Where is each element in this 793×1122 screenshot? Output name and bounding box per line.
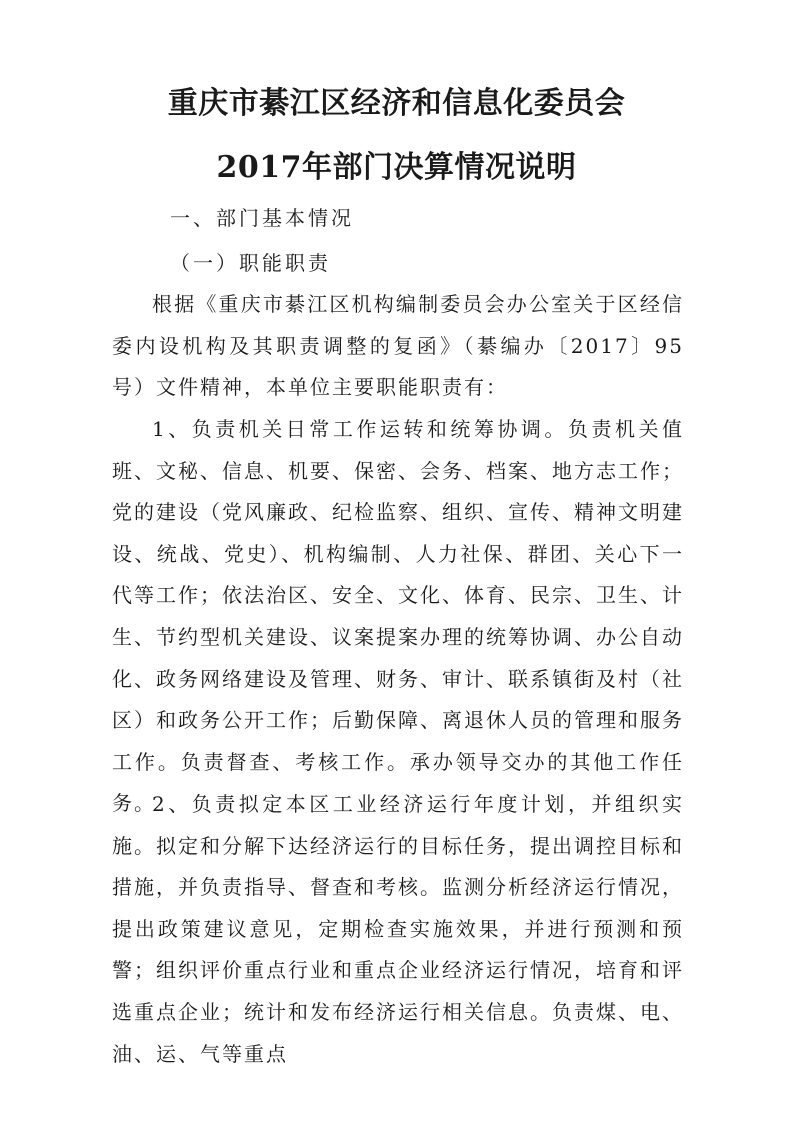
paragraph-basis: 根据《重庆市綦江区机构编制委员会办公室关于区经信委内设机构及其职责调整的复函》（綦编办〔2017〕95号）文件精神，本单位主要职能职责有： — [112, 292, 684, 400]
document-title-line2: 2017年部门决算情况说明 — [216, 150, 577, 185]
subsection-heading: （一）职能职责 — [170, 251, 331, 275]
paragraph-duty-1: 1、负责机关日常工作运转和统筹协调。负责机关值班、文秘、信息、机要、保密、会务、档案、地方志工作；党的建设（党风廉政、纪检监察、组织、宣传、精神文明建设、统战、党史）、机构编制、人力社保、群团、关心下一代等工作；依法治区、安全、文化、体育、民宗、卫生、计生、节约型机关建设、议案提案办理的统筹协调、办公自动化、政务网络建设及管理、财务、审计、联系镇街及村（社区）和政务公开工作；后勤保障、离退休人员的管理和服务工作。负责督查、考核工作。承办领导交办的其他工作任务。 — [112, 417, 684, 816]
paragraph-duty-2: 2、负责拟定本区工业经济运行年度计划，并组织实施。拟定和分解下达经济运行的目标任务，提出调控目标和措施，并负责指导、督查和考核。监测分析经济运行情况，提出政策建议意见，定期检查实施效果，并进行预测和预警；组织评价重点行业和重点企业经济运行情况，培育和评选重点企业；统计和发布经济运行相关信息。负责煤、电、油、运、气等重点 — [112, 792, 684, 1066]
section-heading: 一、部门基本情况 — [170, 206, 354, 230]
document-title-line1: 重庆市綦江区经济和信息化委员会 — [167, 86, 626, 121]
